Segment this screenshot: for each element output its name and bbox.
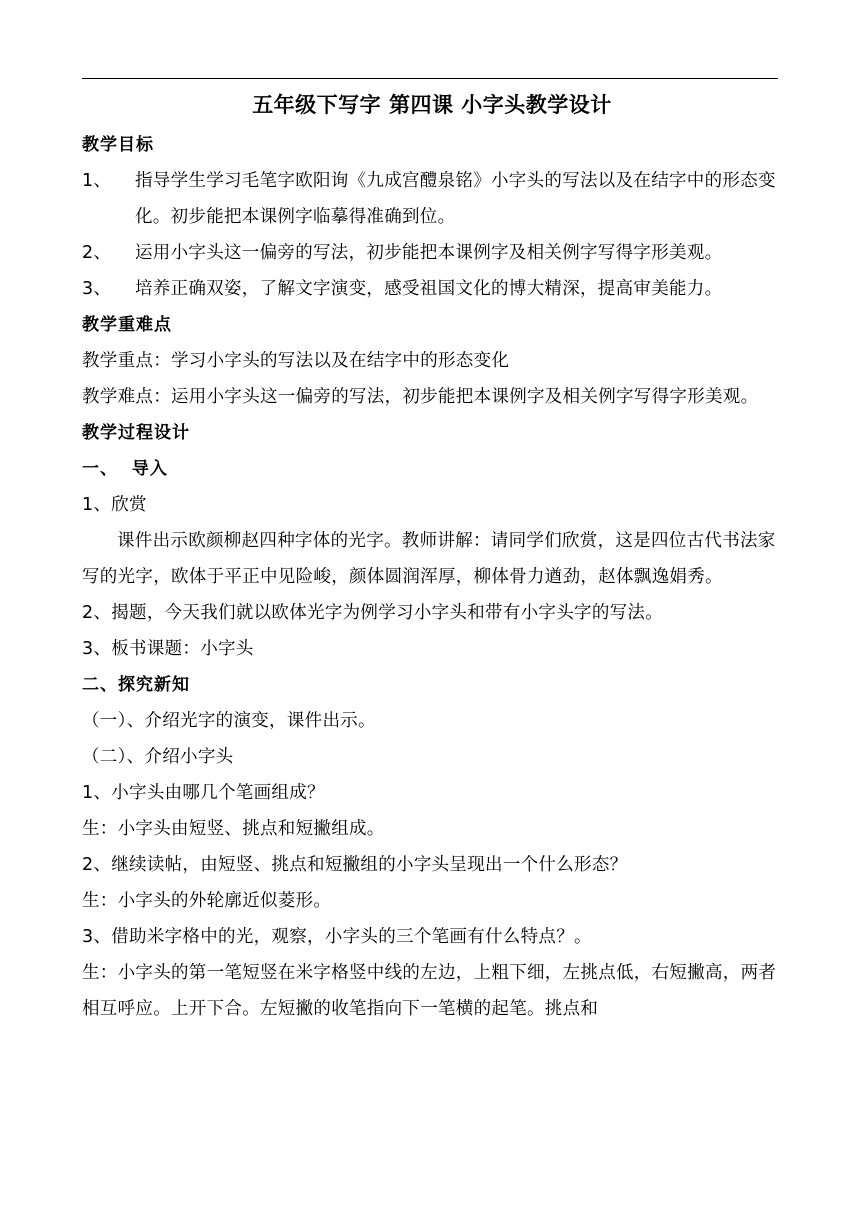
goal-number: 3、 (82, 279, 112, 299)
goals-heading: 教学目标 (82, 135, 154, 155)
document-page (82, 86, 782, 1027)
paragraph: 2、揭题，今天我们就以欧体光字为例学习小字头和带有小字头字的写法。 (82, 603, 664, 623)
paragraph: 1、小字头由哪几个笔画组成？ (82, 783, 325, 803)
goal-text: 指导学生学习毛笔字欧阳询《九成宫醴泉铭》小字头的写法以及在结字中的形态变化。初步能把本课例字临摹得准确到位。 (135, 171, 776, 227)
paragraph: 1、欣赏 (82, 495, 147, 515)
goal-number: 2、 (82, 243, 112, 263)
paragraph: 课件出示欧颜柳赵四种字体的光字。教师讲解：请同学们欣赏，这是四位古代书法家写的光字，欧体于平正中见险峻，颜体圆润浑厚，柳体骨力遒劲，赵体飘逸娟秀。 (82, 531, 776, 587)
paragraph: 2、继续读帖，由短竖、挑点和短撇组的小字头呈现出一个什么形态？ (82, 855, 628, 875)
goal-item (82, 235, 782, 271)
goal-text: 培养正确双姿，了解文字演变，感受祖国文化的博大精深，提高审美能力。 (135, 279, 723, 299)
paragraph: （一）、介绍光字的演变，课件出示。 (82, 711, 376, 731)
part2-heading: 二、探究新知 (82, 675, 190, 695)
document-title: 五年级下写字 第四课 小字头教学设计 (252, 93, 612, 117)
paragraph: 生：小字头的外轮廓近似菱形。 (82, 891, 332, 911)
paragraph: 3、借助米字格中的光，观察，小字头的三个笔画有什么特点？。 (82, 927, 592, 947)
difficult-point: 教学难点：运用小字头这一偏旁的写法，初步能把本课例字及相关例字写得字形美观。 (82, 387, 759, 407)
part1-heading: 一、 导入 (82, 459, 168, 479)
header-rule (82, 78, 778, 79)
paragraph: （二）、介绍小字头 (82, 747, 234, 767)
paragraph: 生：小字头的第一笔短竖在米字格竖中线的左边，上粗下细，左挑点低，右短撇高，两者相互呼应。上开下合。左短撇的收笔指向下一笔横的起笔。挑点和 (82, 963, 777, 1019)
key-point: 教学重点：学习小字头的写法以及在结字中的形态变化 (82, 351, 510, 371)
goal-number: 1、 (82, 171, 112, 191)
goal-item (82, 271, 782, 307)
paragraph: 3、板书课题：小字头 (82, 639, 254, 659)
key-points-heading: 教学重难点 (82, 315, 172, 335)
goal-item (82, 163, 782, 235)
process-heading: 教学过程设计 (82, 423, 190, 443)
goal-text: 运用小字头这一偏旁的写法，初步能把本课例字及相关例字写得字形美观。 (135, 243, 723, 263)
paragraph: 生：小字头由短竖、挑点和短撇组成。 (82, 819, 385, 839)
